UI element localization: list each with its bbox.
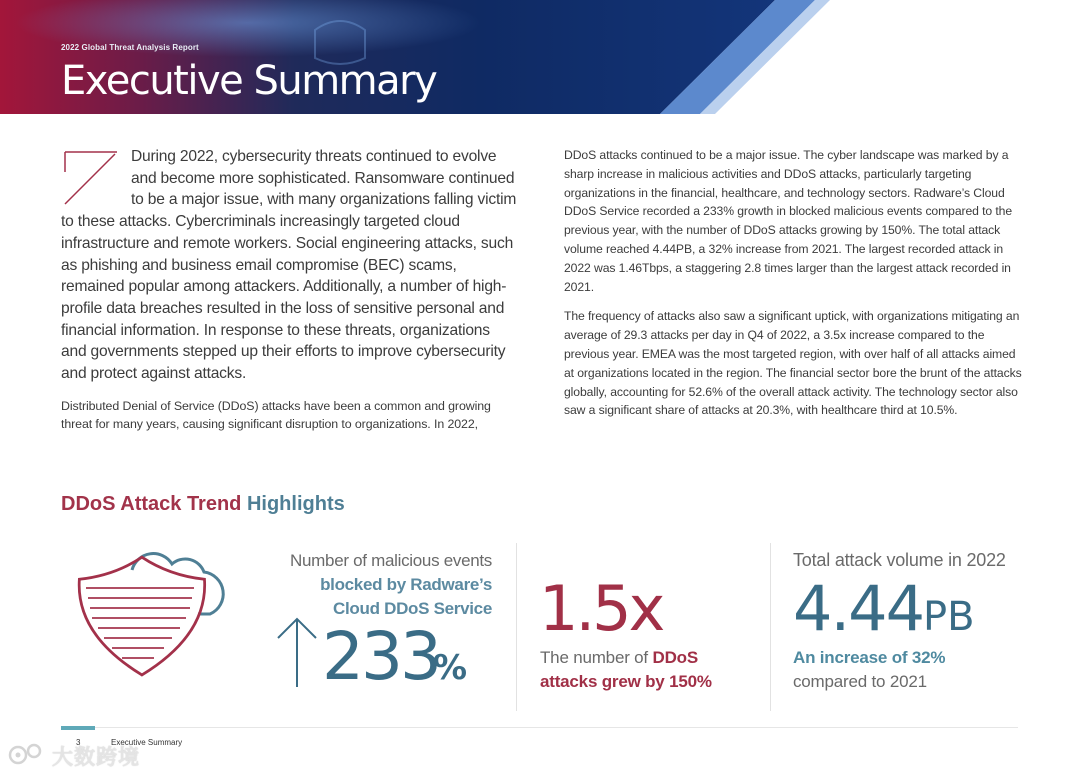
stat3-sub-bold: An increase of 32% bbox=[793, 648, 946, 667]
left-paragraph: Distributed Denial of Service (DDoS) attacks have been a common and growing threat for many years, causing significant disruption to organizations. In 2022, bbox=[61, 398, 491, 431]
stat3-sub-rest: compared to 2021 bbox=[793, 672, 927, 691]
watermark-logo-icon bbox=[6, 742, 52, 768]
cloud-shield-icon bbox=[72, 548, 232, 684]
header-banner bbox=[0, 0, 1080, 114]
highlights-title-part1: DDoS Attack Trend bbox=[61, 493, 242, 515]
highlights-title-part2: Highlights bbox=[246, 493, 345, 515]
stat1-label-line1: Number of malicious events bbox=[290, 551, 492, 570]
footer-rule bbox=[61, 727, 1018, 728]
stat2-label-bold-1: DDoS bbox=[652, 648, 698, 667]
watermark-text: 大数跨境 bbox=[52, 745, 140, 769]
report-title: 2022 Global Threat Analysis Report bbox=[61, 43, 199, 52]
stat-divider-1 bbox=[516, 543, 517, 711]
stat3-value: 4.44 bbox=[793, 572, 924, 645]
stat3-value-wrap bbox=[793, 574, 975, 652]
stat3-unit: PB bbox=[923, 594, 975, 640]
footer-section-name: Executive Summary bbox=[111, 738, 183, 747]
up-arrow-icon bbox=[274, 615, 320, 689]
stat3-label: Total attack volume in 2022 bbox=[793, 550, 1006, 570]
stat2-label bbox=[540, 646, 750, 694]
stat1-unit: % bbox=[433, 648, 468, 688]
footer-accent-bar bbox=[61, 726, 95, 730]
stat3-subtext bbox=[793, 646, 1023, 694]
stat-divider-2 bbox=[770, 543, 771, 711]
right-paragraph-1: DDoS attacks continued to be a major issue. The cyber landscape was marked by a sharp increase in malicious activities and DDoS attacks, particularly targeting organizations in the financial, healthcare, and technology sectors. Radware’s Cloud DDoS Service recorded a 233% growth in blocked malicious events compared to the previous year, with the number of DDoS attacks growing by 150%. The total attack volume reached 4.44PB, a 32% increase from 2021. The largest recorded attack in 2022 was 1.46Tbps, a staggering 2.8 times larger than the largest attack recorded in 2021. bbox=[564, 148, 1013, 294]
page-number: 3 bbox=[76, 738, 81, 747]
left-column bbox=[61, 146, 519, 433]
stat1-value: 233 bbox=[322, 618, 439, 695]
right-column bbox=[564, 146, 1022, 431]
right-paragraph-2: The frequency of attacks also saw a significant uptick, with organizations mitigating an average of 29.3 attacks per day in Q4 of 2022, a 3.5x increase compared to the previous year. EMEA was the most targeted region, with over half of all attacks aimed at organizations located in the region. The financial sector bore the brunt of the attacks globally, accounting for 52.6% of the overall attack activity. The technology sector also saw a significant share of attacks at 20.3%, with healthcare third at 10.5%. bbox=[564, 309, 1022, 418]
highlights-title bbox=[61, 493, 345, 516]
stat2-label-prefix: The number of bbox=[540, 648, 648, 667]
lead-paragraph bbox=[61, 146, 519, 385]
stat2-value: 1.5x bbox=[539, 572, 663, 645]
page-title: Executive Summary bbox=[61, 58, 437, 104]
stat1-label bbox=[270, 549, 492, 621]
lead-text: During 2022, cybersecurity threats continued to evolve and become more sophisticated. Ransomware continued to be a major issue, with many organizations falling victim to these attacks. Cybercriminals increasingly targeted cloud infrastructure and remote workers. Social engineering attacks, such as phishing and business email compromise (BEC) scams, remained popular among attackers. Additionally, a number of high-profile data breaches resulted in the loss of sensitive personal and financial information. In response to these threats, organizations and governments stepped up their efforts to improve cybersecurity and protect against attacks. bbox=[61, 148, 517, 383]
diagonal-arrow-icon bbox=[61, 148, 125, 208]
stat1-label-bold: blocked by Radware’s Cloud DDoS Service bbox=[320, 575, 492, 618]
stat2-label-bold-2: attacks grew by 150% bbox=[540, 672, 712, 691]
